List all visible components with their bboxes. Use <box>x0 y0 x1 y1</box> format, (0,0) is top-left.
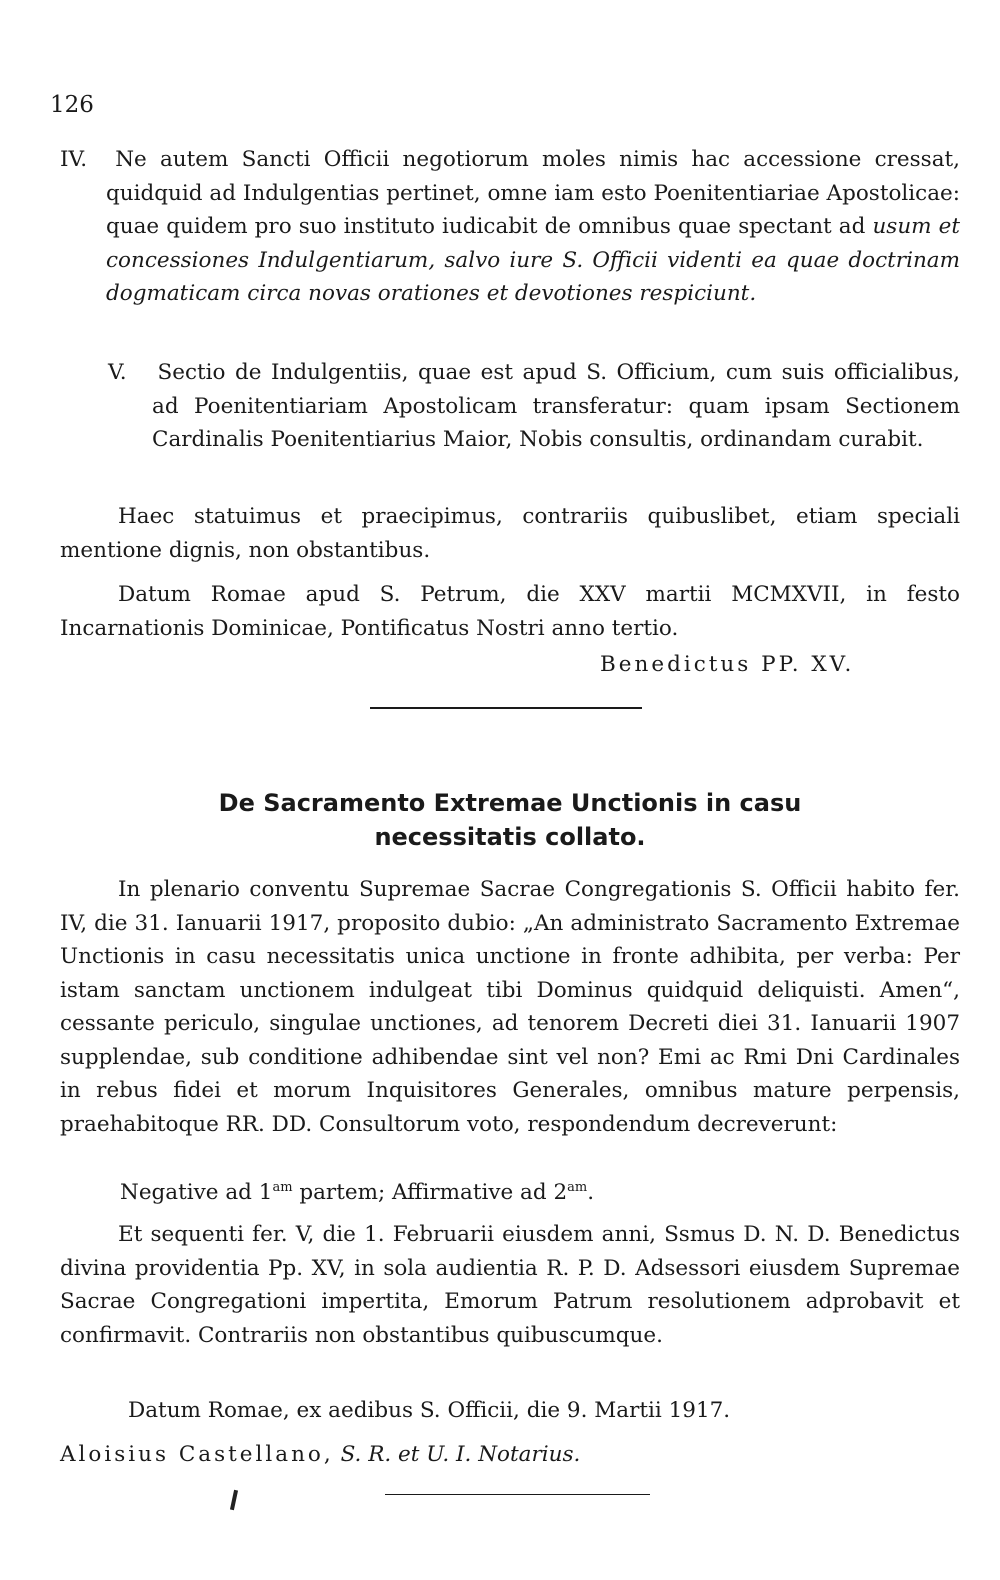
answer-part-b: partem; Affirmative ad 2 <box>292 1180 568 1205</box>
datum-1-text: Datum Romae apud S. Petrum, die XXV martii MCMXVII, in festo Incarnationis Dominicae, Pontificatus Nostri anno tertio. <box>60 582 960 641</box>
decree-answer <box>120 1180 594 1205</box>
divider-rule-1 <box>370 707 642 709</box>
section-iv-italic-text: usum et concessiones Indulgentiarum, salvo iure S. Officii videnti ea quae doctrinam dogmaticam circa novas orationes et devotiones respiciunt. <box>106 214 960 306</box>
decree-title-line-2: necessitatis collato. <box>374 823 646 851</box>
stray-ink-mark <box>230 1490 238 1510</box>
page-number: 126 <box>50 92 94 118</box>
decree-paragraph-1 <box>60 873 960 1141</box>
statuimus-text: Haec statuimus et praecipimus, contrariis quibuslibet, etiam speciali mentione dignis, non obstantibus. <box>60 504 960 563</box>
decree-title-line-1: De Sacramento Extremae Unctionis in casu <box>218 789 802 817</box>
decree-paragraph-2 <box>60 1218 960 1352</box>
signer-title: S. R. et U. I. Notarius. <box>340 1442 581 1467</box>
section-iv-numeral: IV. <box>60 147 88 172</box>
answer-sup-a: am <box>272 1180 293 1195</box>
datum-paragraph-1 <box>60 578 960 645</box>
statuimus-paragraph <box>60 500 960 567</box>
decree-paragraph-2-text: Et sequenti fer. V, die 1. Februarii eiusdem anni, Ssmus D. N. D. Benedictus divina providentia Pp. XV, in sola audientia R. P. D. Adsessori eiusdem Supremae Sacrae Congregationi impertita, Emorum Patrum resolutionem adprobavit et confirmavit. Contrariis non obstantibus quibuscumque. <box>60 1222 960 1348</box>
decree-paragraph-1-text: In plenario conventu Supremae Sacrae Congregationis S. Officii habito fer. IV, die 31. Ianuarii 1917, proposito dubio: „An administrato Sacramento Extremae Unctionis in casu necessitatis unica unctione in fronte adhibita, per verba: Per istam sanctam unctionem indulgeat tibi Dominus quidquid deliquisti. Amen“, cessante periculo, singulae unctiones, ad tenorem Decreti diei 31. Ianuarii 1907 supplendae, sub conditione adhibendae sint vel non? Emi ac Rmi Dni Cardinales in rebus fidei et morum Inquisitores Generales, omnibus mature perpensis, praehabitoque RR. DD. Consultorum voto, respondendum decreverunt: <box>60 877 960 1137</box>
section-v-text: Sectio de Indulgentiis, quae est apud S. Officium, cum suis officialibus, ad Poenitentiariam Apostolicam transferatur: quam ipsam Sectionem Cardinalis Poenitentiarius Maior, Nobis consultis, ordinandam curabit. <box>152 360 960 452</box>
section-v <box>108 356 960 457</box>
answer-sup-b: am <box>567 1180 588 1195</box>
answer-part-a: Negative ad 1 <box>120 1180 273 1205</box>
decree-datum: Datum Romae, ex aedibus S. Officii, die 9. Martii 1917. <box>128 1398 731 1423</box>
decree-signature <box>60 1442 580 1467</box>
section-iv-text: Ne autem Sancti Officii negotiorum moles nimis hac accessione cressat, quidquid ad Indulgentias pertinet, omne iam esto Poenitentiariae Apostolicae: quae quidem pro suo instituto iudicabit de omnibus quae spectant ad <box>106 147 960 239</box>
section-v-numeral: V. <box>108 360 127 385</box>
divider-rule-2 <box>385 1494 650 1495</box>
signature-benedictus: Benedictus PP. XV. <box>600 652 855 677</box>
section-iv <box>60 143 960 311</box>
answer-end: . <box>587 1180 595 1205</box>
decree-title <box>60 786 960 854</box>
signer-name: Aloisius Castellano, <box>60 1442 334 1467</box>
